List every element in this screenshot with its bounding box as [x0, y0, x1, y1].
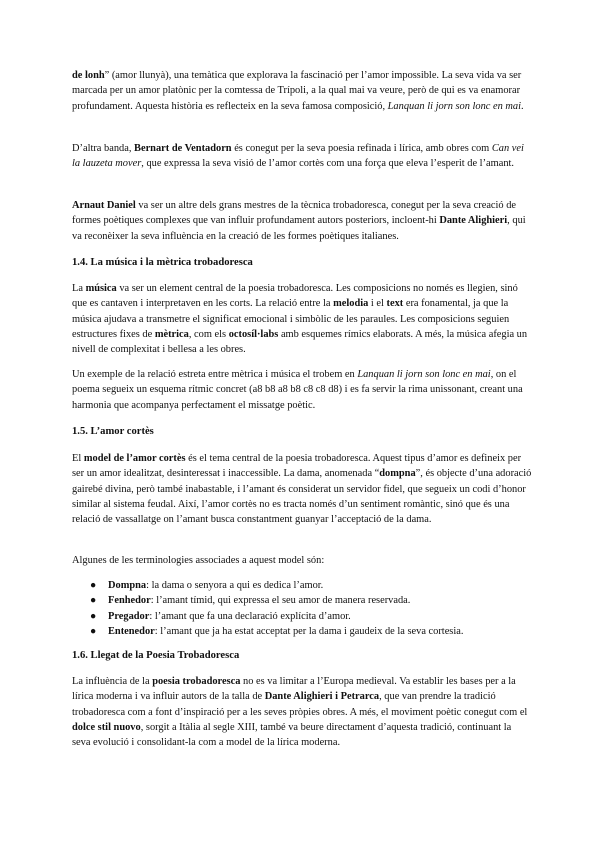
bold-term: model de l’amor cortès: [83, 453, 186, 464]
paragraph-arnaut-daniel: Arnaut Daniel va ser un altre dels grans mestres de la tècnica trobadoresca, conegut per la seva creació de formes poètiques complexes que van influir profundament autors posteriors, incloent-hi Dante Alighieri, qui va reconèixer la seva influència en la creació de les formes poètiques italianes.: [72, 200, 526, 242]
list-item: ● Entenedor: l’amant que ja ha estat acceptat per la dama i gaudeix de la seva cortesia.: [72, 624, 532, 639]
bold-term: Dompna: [108, 580, 147, 591]
paragraph-musica: La música va ser un element central de la poesia trobadoresca. Les composicions no només es llegien, sinó que es cantaven i interpretaven en les corts. La relació entre la melodia i el text era fonamental, ja que la música ajudava a transmetre el significat emocional i simbòlic de les paraules. Les composicions seguien estructures fixes de mètrica, com els octosíl·labs amb esquemes rímics elaborats. A més, la música afegia un nivell de complexitat i bellesa a les obres.: [72, 283, 528, 356]
list-item: ● Dompna: la dama o senyora a qui es dedica l’amor.: [72, 578, 532, 593]
bold-term: Entenedor: [108, 625, 155, 637]
italic-title: Can vei la lauzeta mover: [72, 143, 524, 170]
bold-term: Pregador: [108, 610, 150, 622]
bold-term: melodia: [333, 298, 369, 310]
heading-1-6: 1.6. Llegat de la Poesia Trobadoresca: [72, 650, 240, 661]
bold-term: mètrica: [154, 328, 189, 340]
paragraph-jaufre-rudel: de lonh” (amor llunyà), una temàtica que explorava la fascinació per l’amor impossible. La seva vida va ser marcada per un amor platònic per la comtessa de Trípoli, a la qual mai va veure, però de qui es va enamorar profundament. Aquesta història es reflecteix en la seva famosa composició, Lanquan li jorn son lonc en mai.: [72, 70, 524, 112]
paragraph-bernart-de-ventadorn: D’altra banda, Bernart de Ventadorn és conegut per la seva poesia refinada i lírica, amb obres com Can vei la lauzeta mover, que expressa la seva visió de l’amor cortès com una força que eleva l’esperit de l’amant.: [72, 143, 524, 170]
bullet-icon: ●: [90, 595, 97, 607]
paragraph-llegat: La influència de la poesia trobadoresca no es va limitar a l’Europa medieval. Va establir les bases per a la lírica moderna i va influir autors de la talla de Dante Alighieri i Petrarca, que van prendre la tradició trobadoresca com a font d’inspiració per a les seves pròpies obres. A més, el moviment poètic conegut com el dolce stil nuovo, sorgit a Itàlia al segle XIII, també va beure directament d’aquesta tradició, continuant la seva evolució i consolidant-la com a model de la lírica moderna.: [72, 676, 528, 749]
bold-term: Dante Alighieri i Petrarca: [264, 691, 380, 703]
bold-term: dolce stil nuovo: [72, 721, 141, 733]
heading-1-5: 1.5. L’amor cortès: [72, 426, 154, 437]
bold-term: música: [85, 283, 117, 294]
terminology-list: [72, 578, 532, 639]
bold-term: text: [386, 298, 404, 310]
bullet-icon: ●: [90, 610, 97, 622]
bold-term: poesia trobadoresca: [152, 676, 241, 687]
bold-term: Bernart de Ventadorn: [134, 143, 232, 154]
list-item: ● Fenhedor: l’amant tímid, qui expressa el seu amor de manera reservada.: [72, 593, 532, 608]
bold-term: de lonh: [72, 70, 105, 81]
bold-term: dompna: [379, 468, 416, 480]
italic-title: Lanquan li jorn son lonc en mai: [387, 100, 522, 112]
paragraph-amor-cortes: El model de l’amor cortès és el tema central de la poesia trobadoresca. Aquest tipus d’amor es defineix per ser un amor idealitzat, desinteressat i inaccessible. La dama, anomenada “dompna”, és objecte d’una adoració gairebé divina, però també inabastable, i l’amant és considerat un servidor fidel, que segueix un codi d’honor similar al sistema feudal. Així, l’amor cortès no es tracta només d’un sentiment romàntic, sinó que és una relació de vassallatge on l’amant busca constantment guanyar l’acceptació de la dama.: [72, 453, 532, 526]
bold-term: octosíl·labs: [228, 328, 279, 340]
bold-term: Fenhedor: [108, 595, 151, 607]
bold-term: Arnaut Daniel: [72, 200, 136, 211]
heading-1-4: 1.4. La música i la mètrica trobadoresca: [72, 257, 253, 268]
paragraph-exemple-metrica: Un exemple de la relació estreta entre mètrica i música el trobem en Lanquan li jorn son lonc en mai, on el poema segueix un esquema rítmic concret (a8 b8 a8 b8 c8 c8 d8) i es fa servir la rima unissonant, creant una harmonia que acompanya perfectament el missatge poètic.: [72, 369, 523, 411]
bullet-icon: ●: [90, 625, 97, 637]
paragraph-terminologies-intro: Algunes de les terminologies associades a aquest model són:: [72, 555, 325, 566]
bullet-icon: ●: [90, 580, 97, 591]
bold-term: Dante Alighieri: [439, 215, 508, 227]
list-item: ● Pregador: l’amant que fa una declaració explícita d’amor.: [72, 609, 532, 624]
italic-title: Lanquan li jorn son lonc en mai: [357, 369, 491, 380]
